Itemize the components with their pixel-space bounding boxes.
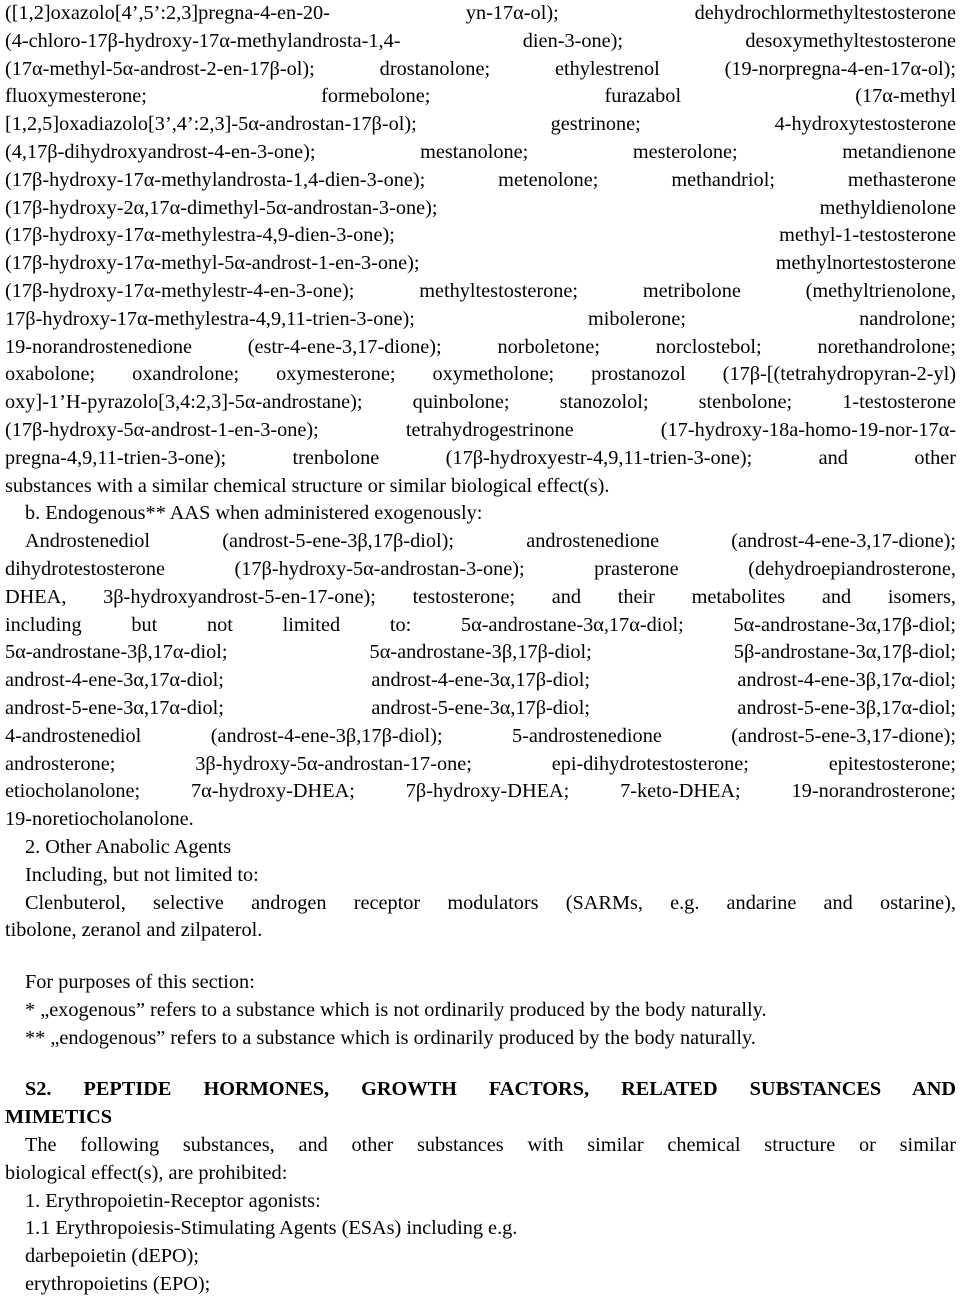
text-line-last: substances with a similar chemical structure or similar biological effect(s). (5, 474, 610, 497)
section-s2 (5, 1076, 956, 1298)
text-line: 17β-hydroxy-17α-methylestra-4,9,11-trien-3-one); mibolerone; nandrolone; (5, 307, 956, 330)
text-line: 4-androstenediol (androst-4-ene-3β,17β-diol); 5-androstenedione (androst-5-ene-3,17-dione); (5, 724, 956, 747)
text-line: fluoxymesterone; formebolone; furazabol (17α-methyl (5, 85, 956, 108)
text-line: 19-norandrostenedione (estr-4-ene-3,17-dione); norboletone; norclostebol; norethandrolone; (5, 335, 956, 358)
text-line: The following substances, and other substances with similar chemical structure or similar (25, 1134, 956, 1157)
text-line: androst-4-ene-3α,17α-diol; androst-4-ene-3α,17β-diol; androst-4-ene-3β,17α-diol; (5, 669, 956, 692)
section-b (5, 500, 956, 834)
definition-exogenous: * „exogenous” refers to a substance which is not ordinarily produced by the body naturally. (25, 998, 767, 1021)
text-line: (4,17β-dihydroxyandrost-4-en-3-one); mestanolone; mesterolone; metandienone (5, 140, 956, 163)
text-line: including but not limited to: 5α-androstane-3α,17α-diol; 5α-androstane-3α,17β-diol; (5, 613, 956, 636)
text-line: dihydrotestosterone (17β-hydroxy-5α-androstan-3-one); prasterone (dehydroepiandrosterone, (5, 557, 956, 580)
text-line: (17β-hydroxy-17α-methylestra-4,9-dien-3-one); methyl-1-testosterone (5, 224, 956, 247)
section-2-heading: 2. Other Anabolic Agents (25, 835, 232, 858)
text-line: androst-5-ene-3α,17α-diol; androst-5-ene-3α,17β-diol; androst-5-ene-3β,17α-diol; (5, 696, 956, 719)
section-s2-heading-cont: MIMETICS (5, 1106, 113, 1129)
text-line: Clenbuterol, selective androgen receptor modulators (SARMs, e.g. andarine and ostarine), (25, 891, 956, 914)
text-line: pregna-4,9,11-trien-3-one); trenbolone (17β-hydroxyestr-4,9,11-trien-3-one); and other (5, 446, 956, 469)
section1-continuation (5, 0, 956, 500)
list-item-heading: 1. Erythropoietin-Receptor agonists: (25, 1189, 321, 1212)
text-line-last: biological effect(s), are prohibited: (5, 1161, 288, 1184)
spacer (5, 945, 956, 969)
list-item: erythropoietins (EPO); (25, 1273, 211, 1296)
text-line: ([1,2]oxazolo[4’,5’:2,3]pregna-4-en-20- yn-17α-ol); dehydrochlormethyltestosterone (5, 2, 956, 24)
text-line: [1,2,5]oxadiazolo[3’,4’:2,3]-5α-androstan-17β-ol); gestrinone; 4-hydroxytestosterone (5, 113, 956, 136)
text-line: (17β-hydroxy-17α-methylestr-4-en-3-one); methyltestosterone; metribolone (methyltrienolone, (5, 279, 956, 302)
text-line: etiocholanolone; 7α-hydroxy-DHEA; 7β-hydroxy-DHEA; 7-keto-DHEA; 19-norandrosterone; (5, 780, 956, 803)
text-line: DHEA, 3β-hydroxyandrost-5-en-17-one); testosterone; and their metabolites and isomers, (5, 585, 956, 608)
text-line-last: tibolone, zeranol and zilpaterol. (5, 919, 263, 942)
text-line: oxy]-1’H-pyrazolo[3,4:2,3]-5α-androstane); quinbolone; stanozolol; stenbolone; 1-testosterone (5, 391, 956, 414)
text-line: (17β-hydroxy-5α-androst-1-en-3-one); tetrahydrogestrinone (17-hydroxy-18a-homo-19-nor-17α- (5, 418, 956, 441)
text-line: (17α-methyl-5α-androst-2-en-17β-ol); drostanolone; ethylestrenol (19-norpregna-4-en-17α-ol); (5, 57, 956, 80)
section-2 (5, 834, 956, 945)
section-2-subheading: Including, but not limited to: (25, 863, 259, 886)
section-b-heading: b. Endogenous** AAS when administered exogenously: (25, 502, 483, 525)
text-line: Androstenediol (androst-5-ene-3β,17β-diol); androstenedione (androst-4-ene-3,17-dione); (25, 530, 956, 553)
definitions (5, 969, 956, 1052)
section-s2-heading: S2. PEPTIDE HORMONES, GROWTH FACTORS, RELATED SUBSTANCES AND (25, 1078, 956, 1101)
definition-endogenous: ** „endogenous” refers to a substance which is ordinarily produced by the body naturally. (25, 1026, 756, 1049)
text-line-last: 19-noretiocholanolone. (5, 808, 194, 831)
text-line: (4-chloro-17β-hydroxy-17α-methylandrosta-1,4- dien-3-one); desoxymethyltestosterone (5, 29, 956, 52)
text-line: androsterone; 3β-hydroxy-5α-androstan-17-one; epi-dihydrotestosterone; epitestosterone; (5, 752, 956, 775)
spacer (5, 1052, 956, 1076)
list-item-subheading: 1.1 Erythropoiesis-Stimulating Agents (ESAs) including e.g. (25, 1217, 518, 1240)
text-line: (17β-hydroxy-17α-methyl-5α-androst-1-en-3-one); methylnortestosterone (5, 252, 956, 275)
text-line: (17β-hydroxy-17α-methylandrosta-1,4-dien-3-one); metenolone; methandriol; methasterone (5, 168, 956, 191)
document-page (5, 0, 956, 1299)
text-line: oxabolone; oxandrolone; oxymesterone; oxymetholone; prostanozol (17β-[(tetrahydropyran-2-yl) (5, 363, 956, 386)
list-item: darbepoietin (dEPO); (25, 1245, 200, 1268)
definitions-intro: For purposes of this section: (25, 971, 255, 994)
text-line: (17β-hydroxy-2α,17α-dimethyl-5α-androstan-3-one); methyldienolone (5, 196, 956, 219)
text-line: 5α-androstane-3β,17α-diol; 5α-androstane-3β,17β-diol; 5β-androstane-3α,17β-diol; (5, 641, 956, 664)
